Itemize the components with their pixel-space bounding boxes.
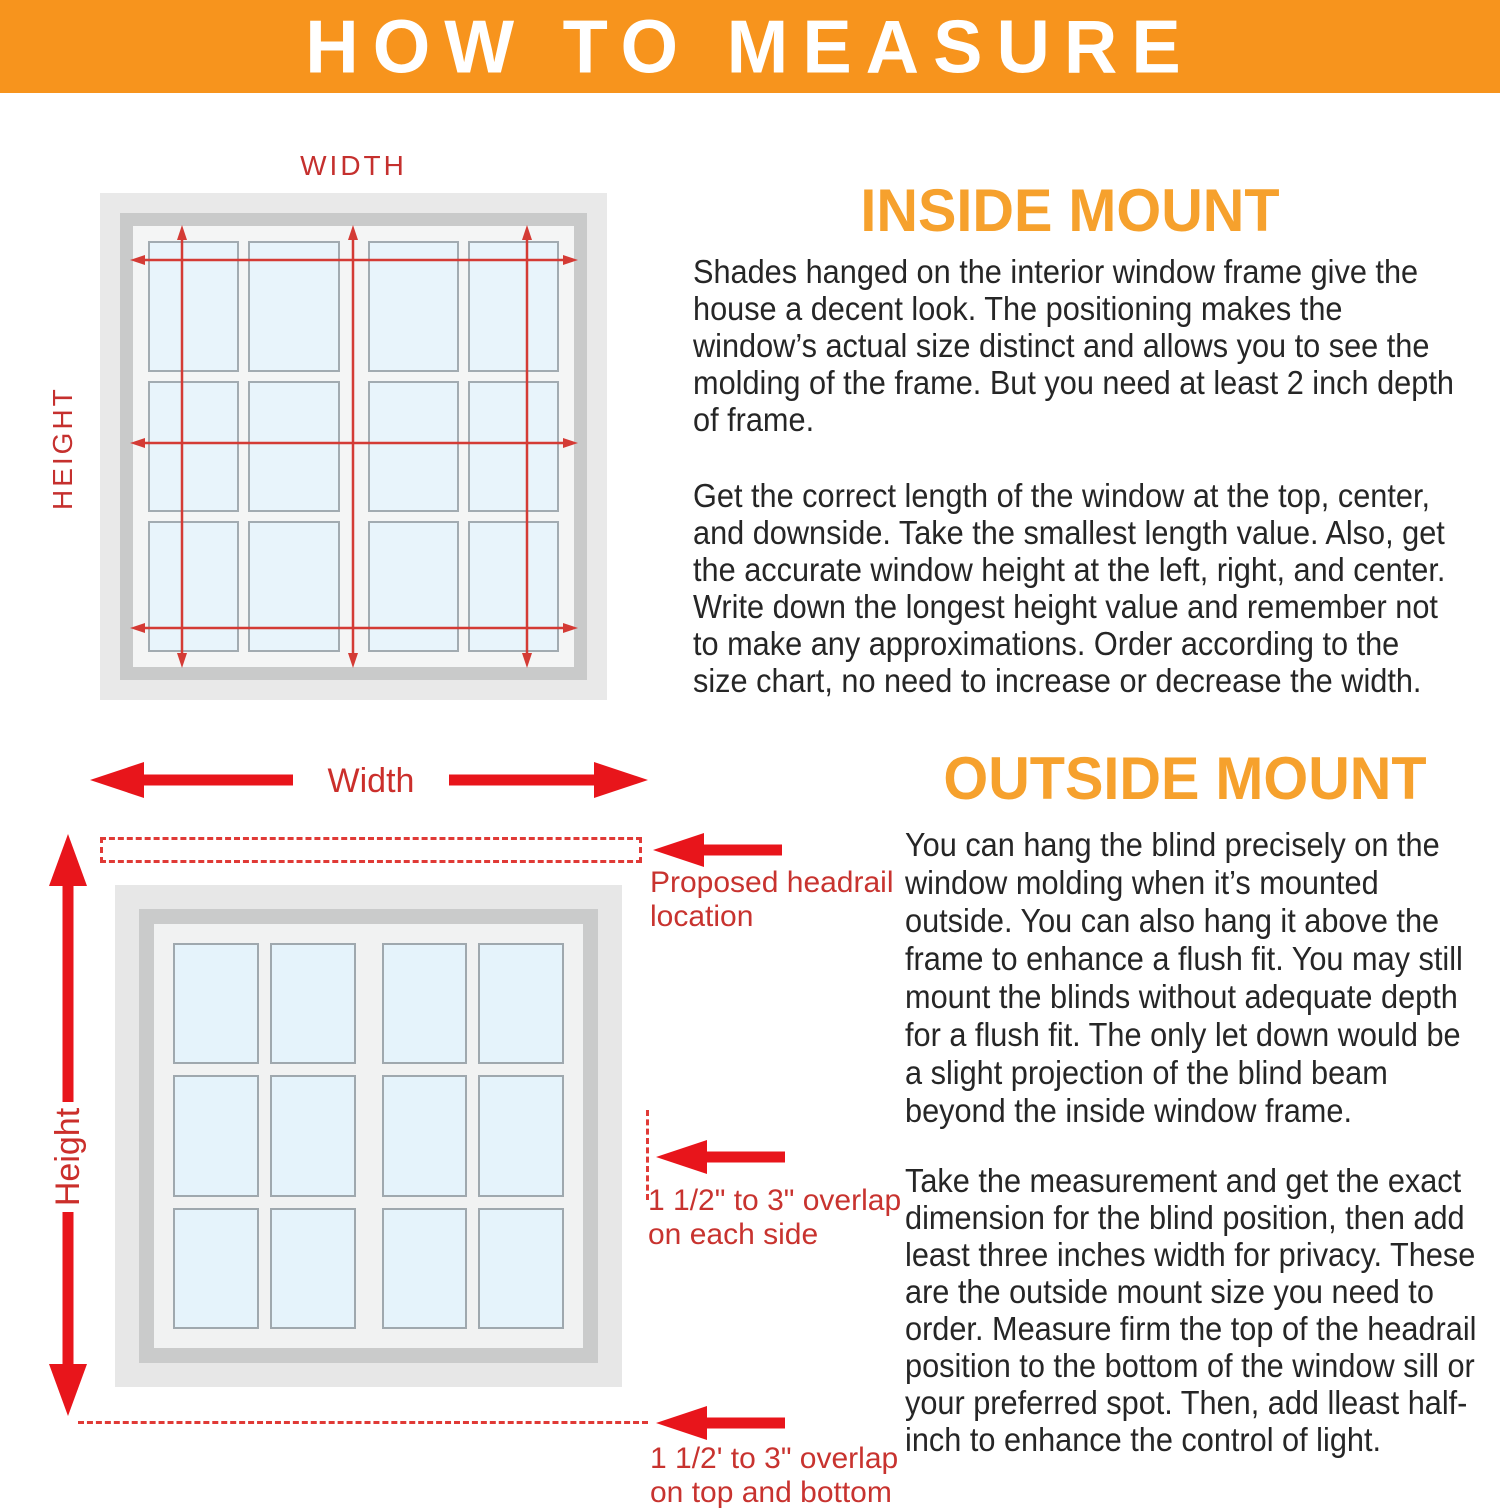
height-arrow-center xyxy=(348,225,358,668)
proposed-headrail-box xyxy=(100,837,642,863)
inside-diagram-height-label: HEIGHT xyxy=(47,386,78,510)
outside-mount-window-diagram xyxy=(115,885,622,1387)
window-pane xyxy=(173,1208,259,1329)
window-pane xyxy=(382,1208,468,1329)
window-pane xyxy=(270,943,356,1064)
window-sash-right xyxy=(382,943,565,1329)
outside-mount-paragraph-2: Take the measurement and get the exact dimension for the blind position, then add least three inches width for privacy. These are the outside mount size you need to order. Measure firm the top of the headrail position to the bottom of the window sill or your preferred spot. Then, add lleast half-inch to enhance the control of light. xyxy=(905,1162,1477,1458)
bottom-overlap-dashed-line xyxy=(78,1421,648,1424)
header-bar xyxy=(0,0,1500,93)
window-pane xyxy=(270,1075,356,1196)
window-frame-mid xyxy=(139,909,598,1363)
height-arrow-right xyxy=(522,225,532,668)
inside-mount-paragraph-1: Shades hanged on the interior window frame give the house a decent look. The positioning makes the window’s actual size distinct and allows you to see the molding of the frame. But you need at least 2 inch depth of frame. xyxy=(693,253,1454,438)
window-pane xyxy=(478,943,564,1064)
side-overlap-label: 1 1/2" to 3" overlap on each side xyxy=(648,1184,902,1251)
side-overlap-arrow xyxy=(653,1137,788,1177)
window-pane xyxy=(478,1208,564,1329)
inside-mount-heading: INSIDE MOUNT xyxy=(860,177,1280,244)
inside-measure-arrows xyxy=(70,205,630,705)
page-title: HOW TO MEASURE xyxy=(305,4,1195,89)
headrail-pointer-arrow xyxy=(650,830,785,870)
height-arrow-left xyxy=(177,225,187,668)
window-pane xyxy=(173,1075,259,1196)
window-pane xyxy=(382,943,468,1064)
proposed-headrail-label: Proposed headrail location xyxy=(650,866,894,933)
inside-mount-paragraph-2: Get the correct length of the window at the top, center, and downside. Take the smallest length value. Also, get the accurate window height at the left, right, and center. Write down the longest height value and remember not to make any approximations. Order according to the size chart, no need to increase or decrease the width. xyxy=(693,477,1446,699)
bottom-overlap-label: 1 1/2' to 3" overlap on top and bottom xyxy=(650,1442,899,1509)
window-frame-outer xyxy=(115,885,622,1387)
window-pane xyxy=(478,1075,564,1196)
outside-width-arrow-label: Width xyxy=(327,762,415,800)
outside-height-arrow xyxy=(40,832,96,1420)
window-frame-inner xyxy=(154,924,583,1348)
outside-width-arrow xyxy=(85,757,655,803)
bottom-overlap-arrow xyxy=(653,1403,788,1443)
window-pane xyxy=(270,1208,356,1329)
outside-mount-paragraph-1: You can hang the blind precisely on the window molding when it’s mounted outside. You can also hang it above the frame to enhance a flush fit. You may still mount the blinds without adequate depth for a flush fit. The only let down would be a slight projection of the blind beam beyond the inside window frame. xyxy=(905,826,1463,1129)
window-pane xyxy=(382,1075,468,1196)
outside-mount-heading: OUTSIDE MOUNT xyxy=(943,745,1427,812)
window-sash-left xyxy=(173,943,356,1329)
outside-height-arrow-label: Height xyxy=(49,1107,87,1207)
window-pane xyxy=(173,943,259,1064)
inside-diagram-width-label: WIDTH xyxy=(300,150,407,181)
